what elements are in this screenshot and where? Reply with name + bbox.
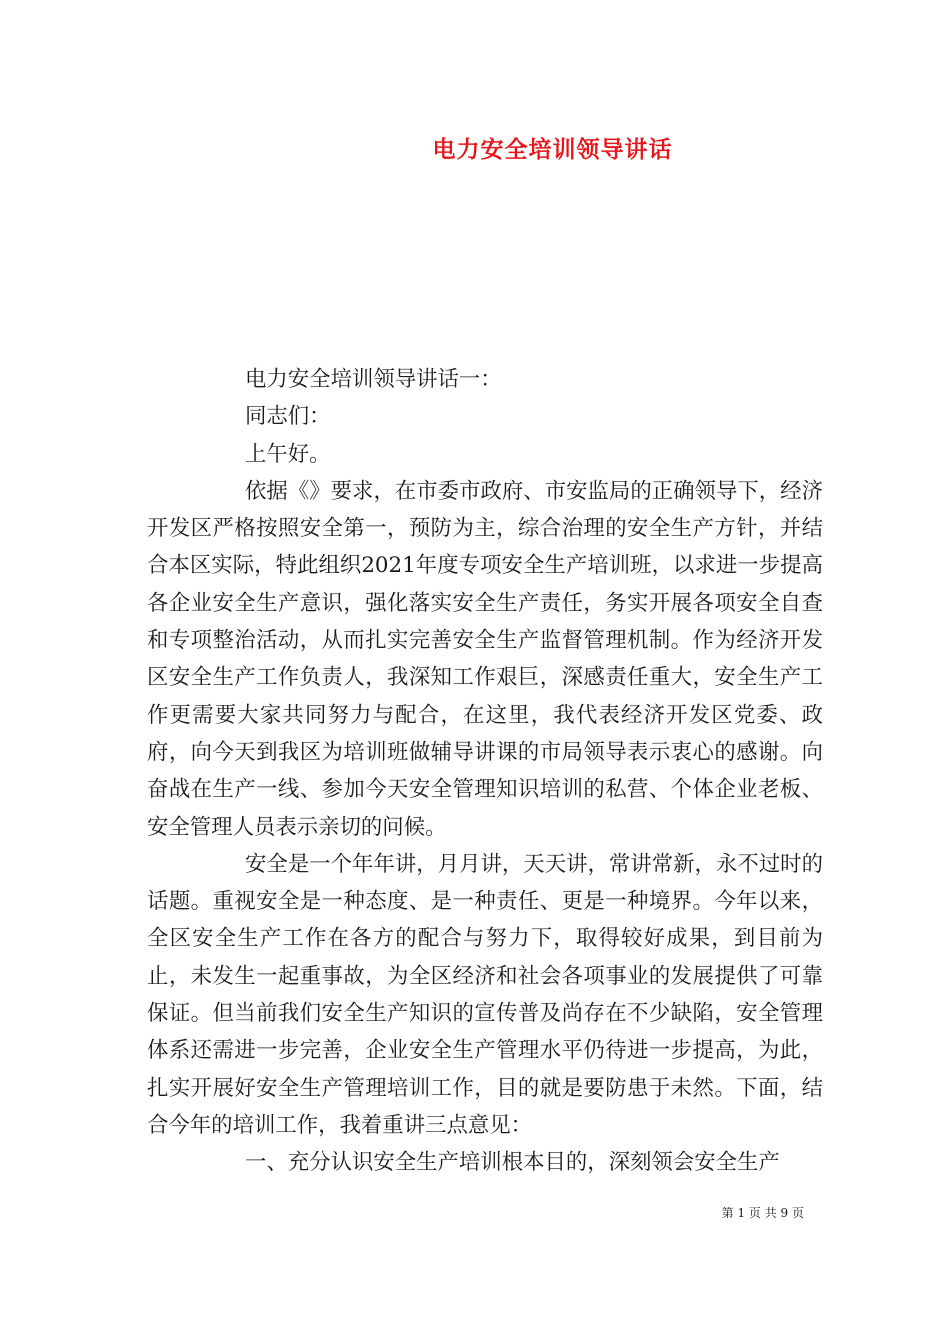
paragraph: 安全是一个年年讲，月月讲，天天讲，常讲常新，永不过时的话题。重视安全是一种态度、是一种责任、更是一种境界。今年以来，全区安全生产工作在各方的配合与努力下，取得较好成果，到目前为止，未发生一起重事故，为全区经济和社会各项事业的发展提供了可靠保证。但当前我们安全生产知识的宣传普及尚存在不少缺陷，安全管理体系还需进一步完善，企业安全生产管理水平仍待进一步提高，为此，扎实开展好安全生产管理培训工作，目的就是要防患于未然。下面，结合今年的培训工作，我着重讲三点意见： xyxy=(147,851,823,1138)
page-number-footer: 第 1 页 共 9 页 xyxy=(721,1206,804,1220)
paragraph-greeting: 上午好。 xyxy=(245,441,331,467)
paragraph: 一、充分认识安全生产培训根本目的，深刻领会安全生产 xyxy=(245,1150,780,1176)
paragraph: 依据《》要求，在市委市政府、市安监局的正确领导下，经济开发区严格按照安全第一，预防为主，综合治理的安全生产方针，并结合本区实际，特此组织2021年度专项安全生产培训班，以求进一步提高各企业安全生产意识，强化落实安全生产责任，务实开展各项安全自查和专项整治活动，从而扎实完善安全生产监督管理机制。作为经济开发区安全生产工作负责人，我深知工作艰巨，深感责任重大，安全生产工作更需要大家共同努力与配合，在这里，我代表经济开发区党委、政府，向今天到我区为培训班做辅导讲课的市局领导表示衷心的感谢。向奋战在生产一线、参加今天安全管理知识培训的私营、个体企业老板、安全管理人员表示亲切的问候。 xyxy=(147,478,823,840)
document-body xyxy=(147,361,823,1182)
document-title: 电力安全培训领导讲话 xyxy=(432,136,673,163)
paragraph-heading: 电力安全培训领导讲话一： xyxy=(245,367,502,392)
paragraph-salutation: 同志们： xyxy=(245,404,331,430)
